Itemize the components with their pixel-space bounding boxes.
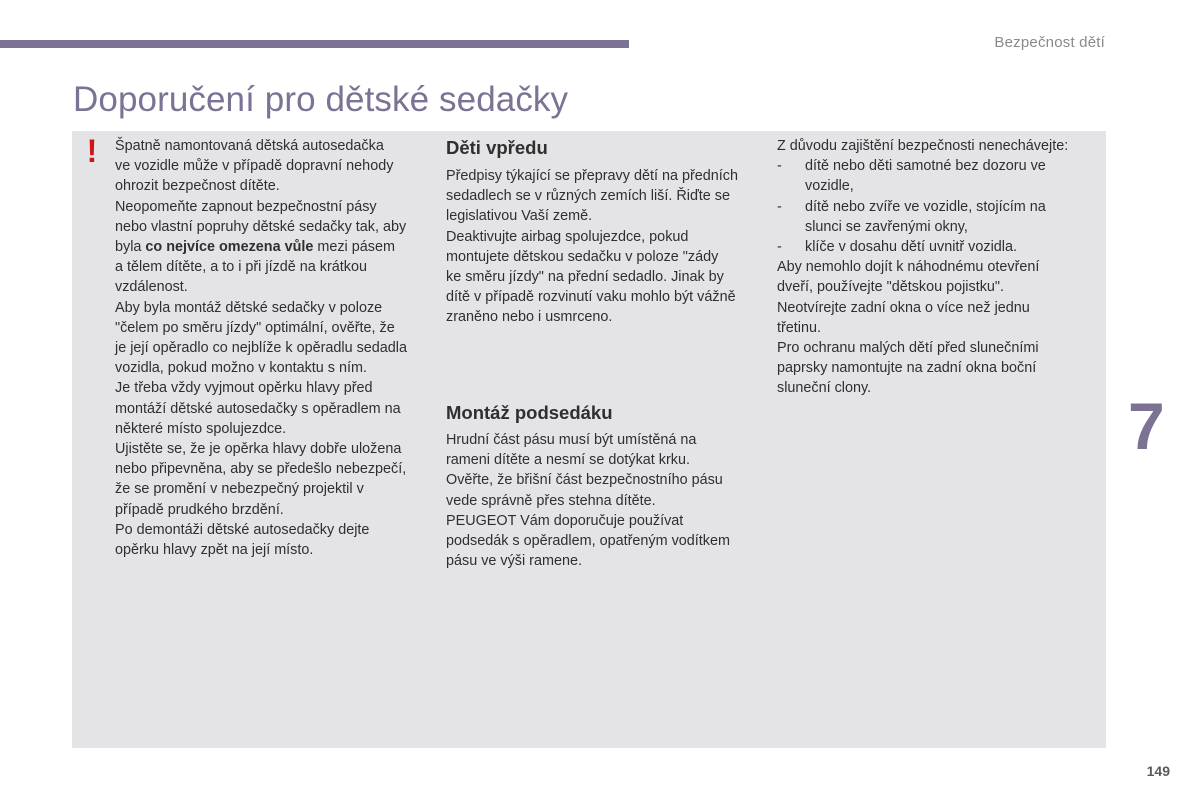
text-line: je její opěradlo co nejblíže k opěradlu sedadla: [115, 340, 408, 357]
text-line: některé místo spolujezdce.: [115, 420, 287, 437]
text-line: Neopomeňte zapnout bezpečnostní pásy: [115, 198, 377, 215]
text-line: Hrudní část pásu musí být umístěná na: [446, 432, 697, 448]
list-item-line: klíče v dosahu dětí uvnitř vozidla.: [805, 239, 1017, 256]
text-line: ke směru jízdy" na přední sedadlo. Jinak by: [446, 269, 724, 286]
heading-booster-seat: Montáž podsedáku: [446, 402, 613, 423]
text-line: paprsky namontujte na zadní okna boční: [777, 360, 1037, 377]
dash-list: [777, 156, 1099, 257]
heading-children-front: Děti vpředu: [446, 137, 548, 158]
chapter-number: 7: [1128, 389, 1165, 463]
list-item-line: vozidle,: [805, 178, 854, 195]
text-line: Aby byla montáž dětské sedačky v poloze: [115, 299, 383, 316]
page-title: Doporučení pro dětské sedačky: [73, 80, 569, 119]
text-line: Pro ochranu malých dětí před slunečními: [777, 340, 1039, 357]
text-line: Ujistěte se, že je opěrka hlavy dobře uložena: [115, 441, 402, 458]
text-line: Předpisy týkající se přepravy dětí na předních: [446, 168, 738, 184]
list-item: [777, 237, 1099, 257]
text-line: Ověřte, že břišní část bezpečnostního pásu: [446, 472, 723, 489]
text-line: montáží dětské autosedačky s opěradlem na: [115, 400, 401, 417]
safety-column: [777, 136, 1099, 399]
text-line: opěrku hlavy zpět na její místo.: [115, 542, 314, 559]
text-line: vede správně přes stehna dítěte.: [446, 492, 656, 509]
dash-bullet: -: [777, 158, 782, 175]
text-line: "čelem po směru jízdy" optimální, ověřte, že: [115, 319, 395, 336]
text-line: montujete dětskou sedačku v poloze "zády: [446, 248, 719, 265]
text-line: vozidla, pokud možno v kontaktu s ním.: [115, 360, 367, 377]
list-item: [777, 197, 1099, 237]
text-line: byla co nejvíce omezena vůle mezi pásem: [115, 239, 395, 256]
text-line: dítě v případě rozvinutí vaku mohlo být vážně: [446, 289, 736, 306]
page-number: 149: [1146, 763, 1170, 779]
text-line: zraněno nebo i usmrceno.: [446, 309, 613, 326]
list-item: [777, 156, 1099, 196]
text-line: rameni dítěte a nesmí se dotýkat krku.: [446, 452, 690, 469]
intro-text: Z důvodu zajištění bezpečnosti nenechávejte:: [777, 138, 1069, 154]
text-line: a tělem dítěte, a to i při jízdě na krátkou: [115, 259, 367, 276]
text-line: Neotvírejte zadní okna o více než jednu: [777, 299, 1030, 316]
text-line: případě prudkého brzdění.: [115, 501, 284, 518]
warning-column: [115, 136, 433, 560]
text-line: legislativou Vaší země.: [446, 208, 593, 225]
text-line: pásu ve výši ramene.: [446, 553, 582, 570]
text-line: dveří, používejte "dětskou pojistku".: [777, 279, 1004, 296]
children-front-text: [446, 166, 764, 328]
text-line: Špatně namontovaná dětská autosedačka: [115, 138, 384, 154]
text-line: Deaktivujte airbag spolujezdce, pokud: [446, 228, 689, 245]
dash-bullet: -: [777, 239, 782, 256]
text-line: ohrozit bezpečnost dítěte.: [115, 178, 280, 195]
text-line: Je třeba vždy vyjmout opěrku hlavy před: [115, 380, 373, 397]
header-accent-bar: [0, 40, 629, 48]
text-line: nebo připevněna, aby se předešlo nebezpečí,: [115, 461, 407, 478]
dash-bullet: -: [777, 198, 782, 215]
text-line: třetinu.: [777, 319, 821, 336]
list-item-line: slunci se zavřenými okny,: [805, 218, 968, 235]
text-line: Aby nemohlo dojít k náhodnému otevření: [777, 259, 1040, 276]
text-line: sluneční clony.: [777, 380, 872, 397]
list-item-line: dítě nebo zvíře ve vozidle, stojícím na: [805, 198, 1046, 215]
section-header: Bezpečnost dětí: [994, 34, 1105, 51]
exclamation-warning-icon: !: [86, 133, 98, 169]
text-line: sedadlech se v různých zemích liší. Řiďte se: [446, 188, 730, 205]
text-line: PEUGEOT Vám doporučuje používat: [446, 512, 684, 529]
text-line: podsedák s opěradlem, opatřeným vodítkem: [446, 533, 730, 550]
list-item-line: dítě nebo děti samotné bez dozoru ve: [805, 158, 1046, 175]
emphasis-text: co nejvíce omezena vůle: [145, 239, 314, 256]
text-line: Po demontáži dětské autosedačky dejte: [115, 521, 370, 538]
text-line: ve vozidle může v případě dopravní nehody: [115, 158, 394, 175]
text-line: že se promění v nebezpečný projektil v: [115, 481, 364, 498]
text-line: nebo vlastní popruhy dětské sedačky tak, aby: [115, 218, 407, 235]
booster-seat-text: [446, 430, 764, 571]
text-line: vzdálenost.: [115, 279, 188, 296]
